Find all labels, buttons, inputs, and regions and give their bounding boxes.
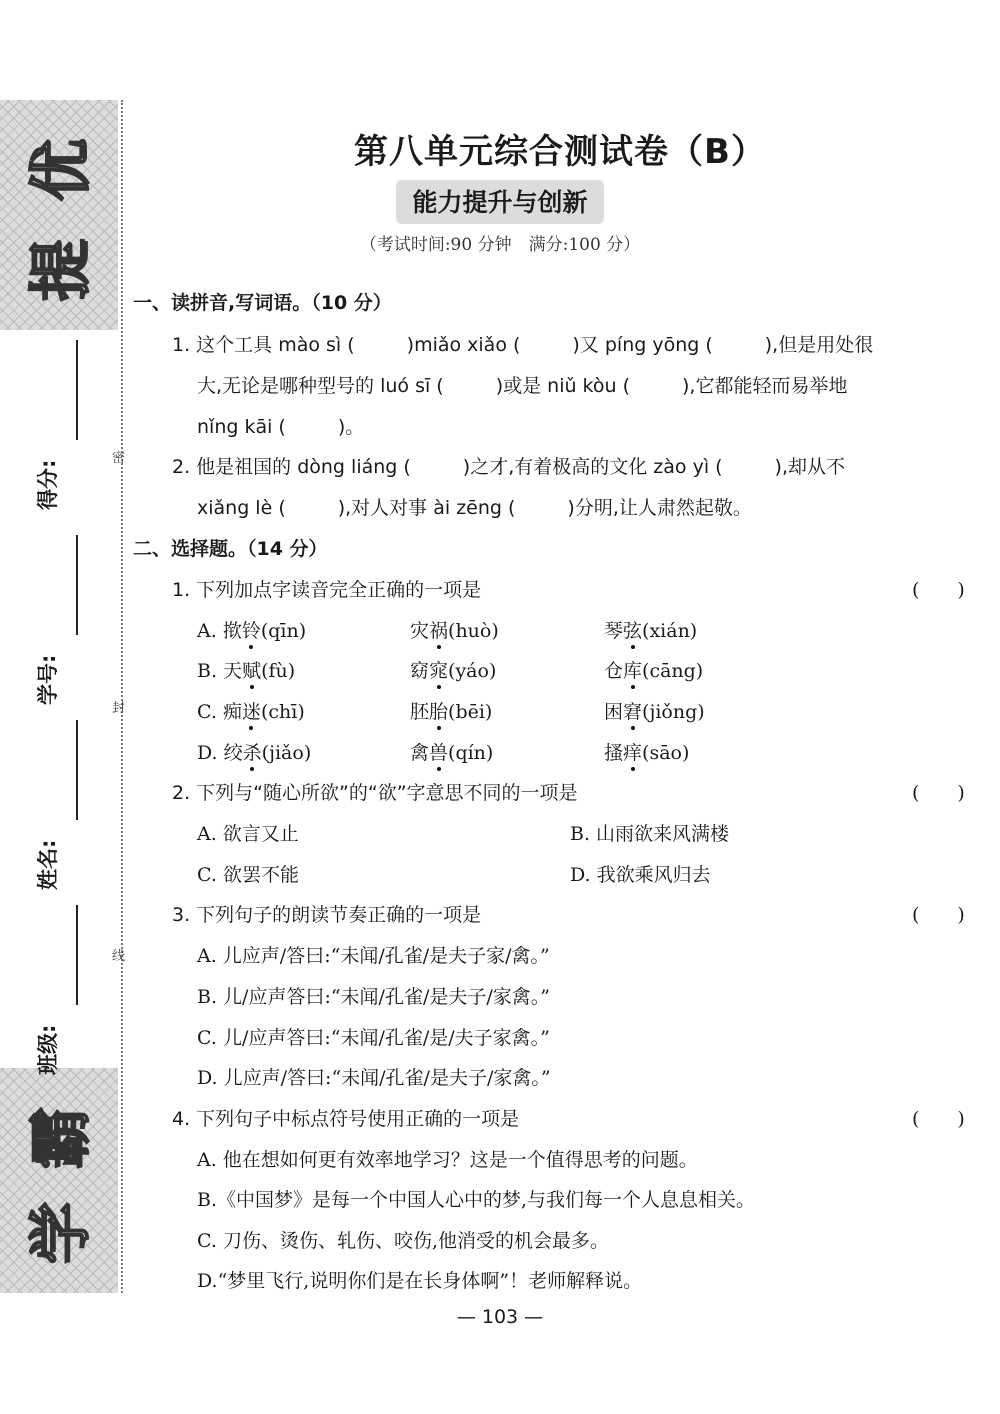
- answer-paren[interactable]: ( ): [912, 904, 965, 926]
- field-line: [76, 720, 78, 820]
- option-item: 禽兽(qín): [410, 742, 494, 764]
- field-line: [76, 535, 78, 635]
- option-item: 搔痒(sāo): [604, 742, 690, 764]
- question-stem: 4. 下列句子中标点符号使用正确的一项是: [172, 1108, 520, 1130]
- option-b: B.《中国梦》是每一个中国人心中的梦,与我们每一个人息息相关。: [197, 1189, 756, 1211]
- banner-char: 提: [24, 239, 97, 302]
- option-d: D. 我欲乘风归去: [570, 864, 711, 886]
- page-number: — 103 —: [456, 1306, 544, 1328]
- field-line: [76, 905, 78, 1005]
- question-stem: 3. 下列句子的朗读节奏正确的一项是: [172, 904, 482, 926]
- option-c: C. 欲罢不能: [197, 864, 299, 886]
- score-field[interactable]: [30, 340, 110, 510]
- field-label: 学号:: [36, 654, 60, 705]
- page-title: 第八单元综合测试卷（B）: [354, 132, 766, 172]
- seal-mark: 封: [112, 701, 126, 716]
- question-line: 2. 他是祖国的 dòng liáng ( )之才,有着极高的文化 zào yì ( ),却从不: [172, 456, 845, 478]
- option-item: 琴弦(xián): [604, 620, 698, 642]
- option-item: 困窘(jiǒng): [604, 701, 705, 723]
- seal-mark: 线: [112, 949, 126, 964]
- question-line: xiǎng lè ( ),对人对事 ài zēng ( )分明,让人肃然起敬。: [197, 497, 752, 519]
- banner-char: 霸: [24, 1107, 97, 1170]
- question-line: nǐng kāi ( )。: [197, 416, 365, 438]
- field-label: 姓名:: [36, 839, 60, 890]
- option-d: D.“梦里飞行,说明你们是在长身体啊”！老师解释说。: [197, 1270, 643, 1292]
- option-b: B. 山雨欲来风满楼: [570, 823, 730, 845]
- question-line: 大,无论是哪种型号的 luó sī ( )或是 niǔ kòu ( ),它都能轻而易举地: [197, 375, 848, 397]
- option-a: A. 他在想如何更有效率地学习？这是一个值得思考的问题。: [197, 1149, 698, 1171]
- question-stem: 2. 下列与“随心所欲”的“欲”字意思不同的一项是: [172, 782, 578, 804]
- answer-paren[interactable]: ( ): [912, 579, 965, 601]
- option-row: C. 痴迷(chī): [197, 701, 305, 723]
- option-item: 灾祸(huò): [410, 620, 499, 642]
- section-heading: 二、选择题。（14 分）: [133, 538, 328, 560]
- option-a: A. 儿应声/答曰:“未闻/孔雀/是夫子家/禽。”: [197, 945, 550, 967]
- option-row: A. 揿铃(qīn): [197, 620, 307, 642]
- seal-mark: 密: [112, 451, 126, 466]
- section-heading: 一、读拼音,写词语。（10 分）: [133, 292, 392, 314]
- exam-info: （考试时间:90 分钟 满分:100 分）: [359, 235, 641, 255]
- banner-char: 学: [24, 1202, 97, 1265]
- subtitle: 能力提升与创新: [396, 180, 603, 224]
- question-line: 1. 这个工具 mào sì ( )miǎo xiǎo ( )又 píng yōng ( ),但是用处很: [172, 334, 874, 356]
- option-b: B. 儿/应声答曰:“未闻/孔雀/是夫子/家禽。”: [197, 986, 550, 1008]
- option-item: 仓库(cāng): [604, 660, 704, 682]
- question-stem: 1. 下列加点字读音完全正确的一项是: [172, 579, 482, 601]
- option-c: C. 儿/应声答曰:“未闻/孔雀/是/夫子家禽。”: [197, 1027, 550, 1049]
- margin-banner-bottom: [0, 1068, 118, 1293]
- field-label: 得分:: [36, 459, 60, 510]
- field-line: [76, 340, 78, 440]
- option-item: 胚胎(bēi): [410, 701, 493, 723]
- answer-paren[interactable]: ( ): [912, 782, 965, 804]
- option-c: C. 刀伤、烫伤、轧伤、咬伤,他消受的机会最多。: [197, 1230, 609, 1252]
- class-field[interactable]: [30, 905, 110, 1075]
- option-a: A. 欲言又止: [197, 823, 299, 845]
- option-item: 窈窕(yáo): [410, 660, 497, 682]
- option-row: D. 绞杀(jiǎo): [197, 742, 312, 764]
- option-d: D. 儿应声/答曰:“未闻/孔雀/是夫子/家禽。”: [197, 1067, 551, 1089]
- banner-char: 优: [24, 139, 97, 202]
- name-field[interactable]: [30, 720, 110, 890]
- answer-paren[interactable]: ( ): [912, 1108, 965, 1130]
- option-row: B. 天赋(fù): [197, 660, 296, 682]
- student-id-field[interactable]: [30, 535, 110, 705]
- field-label: 班级:: [36, 1024, 60, 1075]
